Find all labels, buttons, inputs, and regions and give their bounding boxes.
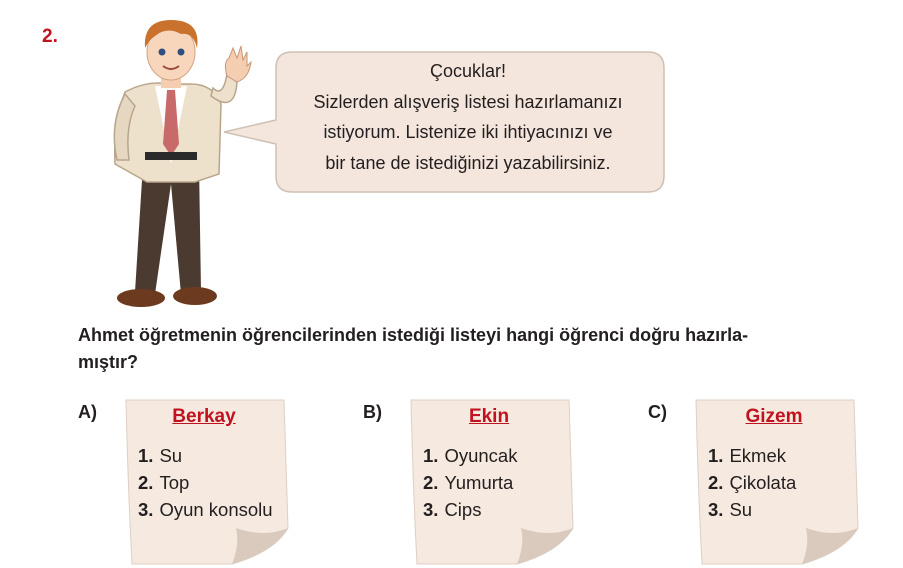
question-number: 2. — [42, 26, 58, 47]
list-item: 2. Top — [138, 472, 190, 493]
shopping-list — [708, 442, 796, 523]
question-text — [78, 322, 878, 376]
bubble-line: Sizlerden alışveriş listesi hazırlamanızı — [313, 91, 623, 112]
list-item: 3. Oyun konsolu — [138, 499, 273, 520]
bubble-line: bir tane de istediğinizi yazabilirsiniz. — [325, 152, 611, 173]
student-name-gizem: Gizem — [745, 406, 803, 427]
list-item: 2. Yumurta — [423, 472, 514, 493]
list-item: 3. Su — [708, 499, 753, 520]
question-line: mıştır? — [78, 352, 139, 372]
option-c-card[interactable] — [694, 398, 866, 568]
question-line: Ahmet öğretmenin öğrencilerinden istediği listeyi hangi öğrenci doğru hazırla- — [78, 325, 749, 345]
option-c-letter[interactable]: C) — [648, 402, 667, 422]
student-name-berkay: Berkay — [172, 406, 236, 427]
list-item: 1. Su — [138, 445, 183, 466]
shopping-list — [423, 442, 517, 523]
speech-bubble-text — [272, 56, 664, 178]
list-item: 1. Oyuncak — [423, 445, 518, 466]
option-b-card[interactable] — [409, 398, 581, 568]
list-item: 3. Cips — [423, 499, 482, 520]
bubble-line: Çocuklar! — [429, 61, 507, 81]
shopping-list — [138, 442, 273, 523]
student-name-ekin: Ekin — [468, 406, 510, 427]
option-a-letter[interactable]: A) — [78, 402, 97, 422]
option-a-card[interactable] — [124, 398, 296, 568]
list-item: 1. Ekmek — [708, 445, 786, 466]
option-b-letter[interactable]: B) — [363, 402, 382, 422]
bubble-line: istiyorum. Listenize iki ihtiyacınızı ve — [323, 122, 613, 142]
list-item: 2. Çikolata — [708, 472, 797, 493]
